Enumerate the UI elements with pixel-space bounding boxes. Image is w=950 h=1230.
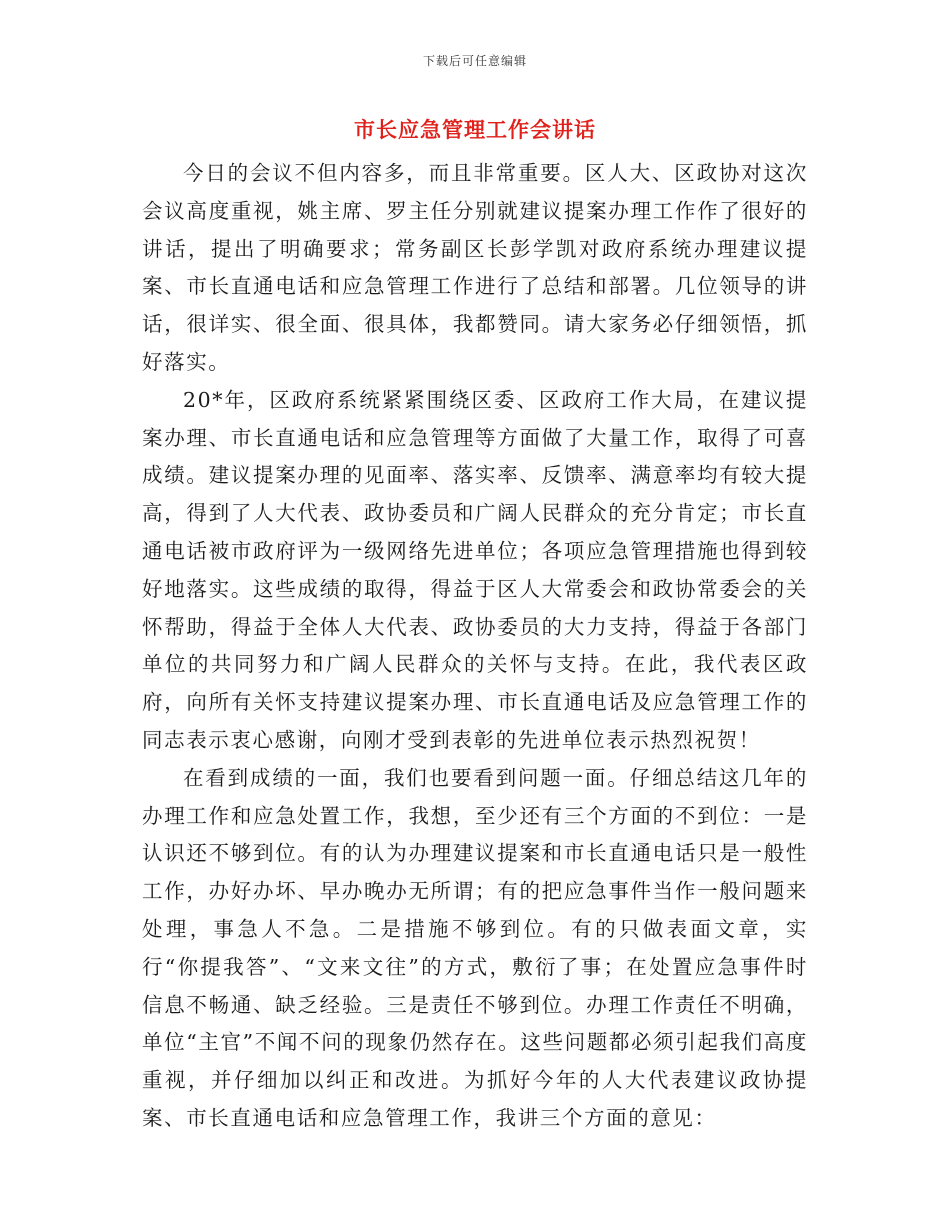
document-title: 市长应急管理工作会讲话 [354,117,596,142]
paragraph-2: 20*年，区政府系统紧紧围绕区委、区政府工作大局，在建议提案办理、市长直通电话和应急管理等方面做了大量工作，取得了可喜成绩。建议提案办理的见面率、落实率、反馈率、满意率均有较大提高，得到了人大代表、政协委员和广阔人民群众的充分肯定；市长直通电话被市政府评为一级网络先进单位；各项应急管理措施也得到较好地落实。这些成绩的取得，得益于区人大常委会和政协常委会的关怀帮助，得益于全体人大代表、政协委员的大力支持，得益于各部门单位的共同努力和广阔人民群众的关怀与支持。在此，我代表区政府，向所有关怀支持建议提案办理、市长直通电话及应急管理工作的同志表示衷心感谢，向刚才受到表彰的先进单位表示热烈祝贺！ [142,387,808,752]
header-note: 下载后可任意编辑 [422,54,527,68]
document-body [142,155,808,1138]
paragraph-3: 在看到成绩的一面，我们也要看到问题一面。仔细总结这几年的办理工作和应急处置工作，我想，至少还有三个方面的不到位：一是认识还不够到位。有的认为办理建议提案和市长直通电话只是一般性工作，办好办坏、早办晚办无所谓；有的把应急事件当作一般问题来处理，事急人不急。二是措施不够到位。有的只做表面文章，实行“你提我答”、“文来文往”的方式，敷衍了事；在处置应急事件时信息不畅通、缺乏经验。三是责任不够到位。办理工作责任不明确，单位“主官”不闻不问的现象仍然存在。这些问题都必须引起我们高度重视，并仔细加以纠正和改进。为抓好今年的人大代表建议政协提案、市长直通电话和应急管理工作，我讲三个方面的意见： [142,765,808,1130]
paragraph-1: 今日的会议不但内容多，而且非常重要。区人大、区政协对这次会议高度重视，姚主席、罗主任分别就建议提案办理工作作了很好的讲话，提出了明确要求；常务副区长彭学凯对政府系统办理建议提案、市长直通电话和应急管理工作进行了总结和部署。几位领导的讲话，很详实、很全面、很具体，我都赞同。请大家务必仔细领悟，抓好落实。 [142,161,808,374]
